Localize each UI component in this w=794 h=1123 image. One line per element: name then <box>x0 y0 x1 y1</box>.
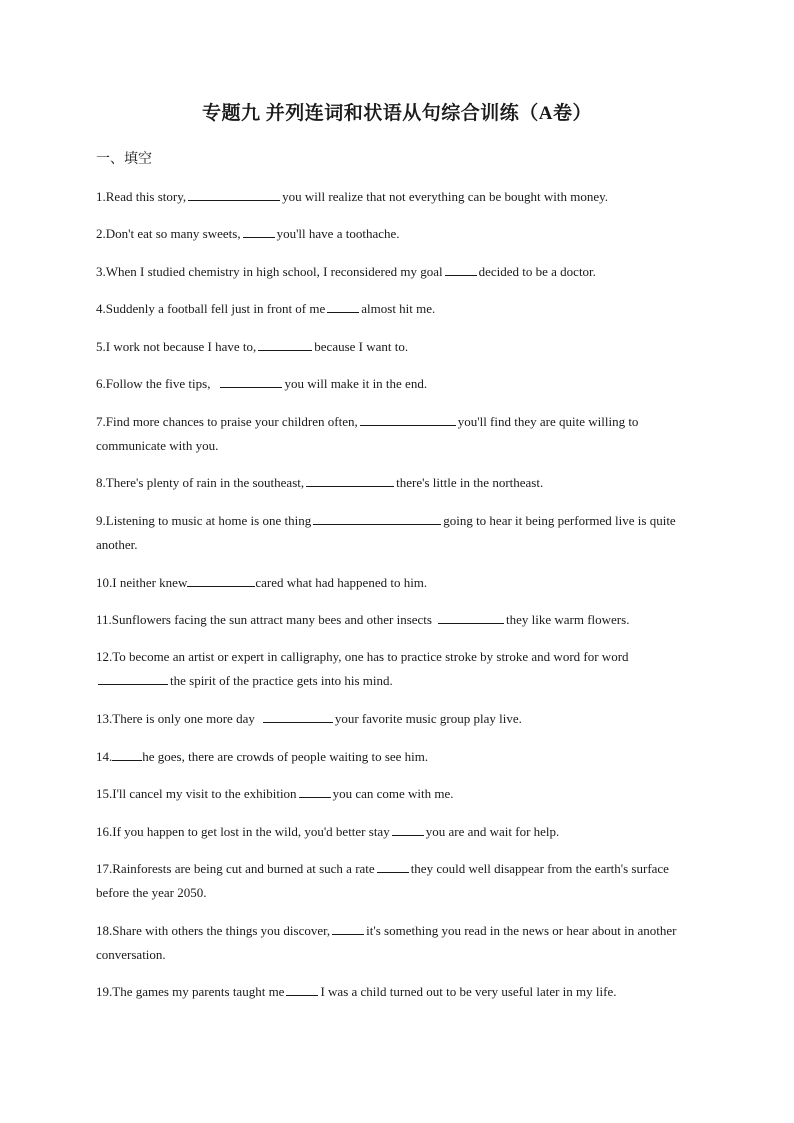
answer-blank[interactable] <box>258 336 312 351</box>
answer-blank[interactable] <box>445 261 477 276</box>
question-18: 18.Share with others the things you discover, it's something you read in the news or hear about in another conversation. <box>96 919 696 967</box>
answer-blank[interactable] <box>438 609 504 624</box>
page-title: 专题九 并列连词和状语从句综合训练（A卷） <box>202 103 592 124</box>
answer-blank[interactable] <box>286 981 318 996</box>
question-2: 2.Don't eat so many sweets, you'll have a toothache. <box>96 222 696 246</box>
question-1: 1.Read this story, you will realize that not everything can be bought with money. <box>96 185 696 209</box>
question-12: 12.To become an artist or expert in calligraphy, one has to practice stroke by stroke and word for wordthe spirit of the practice gets into his mind. <box>96 649 629 688</box>
question-9: 9.Listening to music at home is one thing going to hear it being performed live is quite another. <box>96 509 696 557</box>
answer-blank[interactable] <box>187 572 255 587</box>
question-19: 19.The games my parents taught me I was a child turned out to be very useful later in my life. <box>96 980 696 1004</box>
question-16: 16.If you happen to get lost in the wild, you'd better stay you are and wait for help. <box>96 820 696 844</box>
answer-blank[interactable] <box>263 708 333 723</box>
answer-blank[interactable] <box>360 411 456 426</box>
question-13: 13.There is only one more day your favorite music group play live. <box>96 707 696 731</box>
answer-blank[interactable] <box>220 373 282 388</box>
question-11: 11.Sunflowers facing the sun attract many bees and other insects they like warm flowers. <box>96 608 696 632</box>
question-5: 5.I work not because I have to, because I want to. <box>96 335 696 359</box>
section-heading: 一、填空 <box>96 152 152 167</box>
question-15: 15.I'll cancel my visit to the exhibition you can come with me. <box>96 782 696 806</box>
answer-blank[interactable] <box>299 783 331 798</box>
answer-blank[interactable] <box>392 821 424 836</box>
answer-blank[interactable] <box>306 472 394 487</box>
question-6: 6.Follow the five tips, you will make it in the end. <box>96 372 696 396</box>
question-7: 7.Find more chances to praise your children often, you'll find they are quite willing to communicate with you. <box>96 410 696 458</box>
question-4: 4.Suddenly a football fell just in front of me almost hit me. <box>96 297 696 321</box>
question-8: 8.There's plenty of rain in the southeast, there's little in the northeast. <box>96 471 696 495</box>
answer-blank[interactable] <box>313 510 441 525</box>
question-17: 17.Rainforests are being cut and burned at such a rate they could well disappear from the earth's surface before the year 2050. <box>96 857 696 905</box>
answer-blank[interactable] <box>243 223 275 238</box>
question-10: 10.I neither knew cared what had happened to him. <box>96 571 696 595</box>
question-3: 3.When I studied chemistry in high school, I reconsidered my goal decided to be a doctor. <box>96 260 696 284</box>
answer-blank[interactable] <box>188 186 280 201</box>
answer-blank[interactable] <box>327 298 359 313</box>
answer-blank[interactable] <box>112 746 142 761</box>
question-14: 14. he goes, there are crowds of people waiting to see him. <box>96 745 696 769</box>
answer-blank[interactable] <box>332 920 364 935</box>
answer-blank[interactable] <box>377 858 409 873</box>
answer-blank[interactable] <box>98 670 168 685</box>
